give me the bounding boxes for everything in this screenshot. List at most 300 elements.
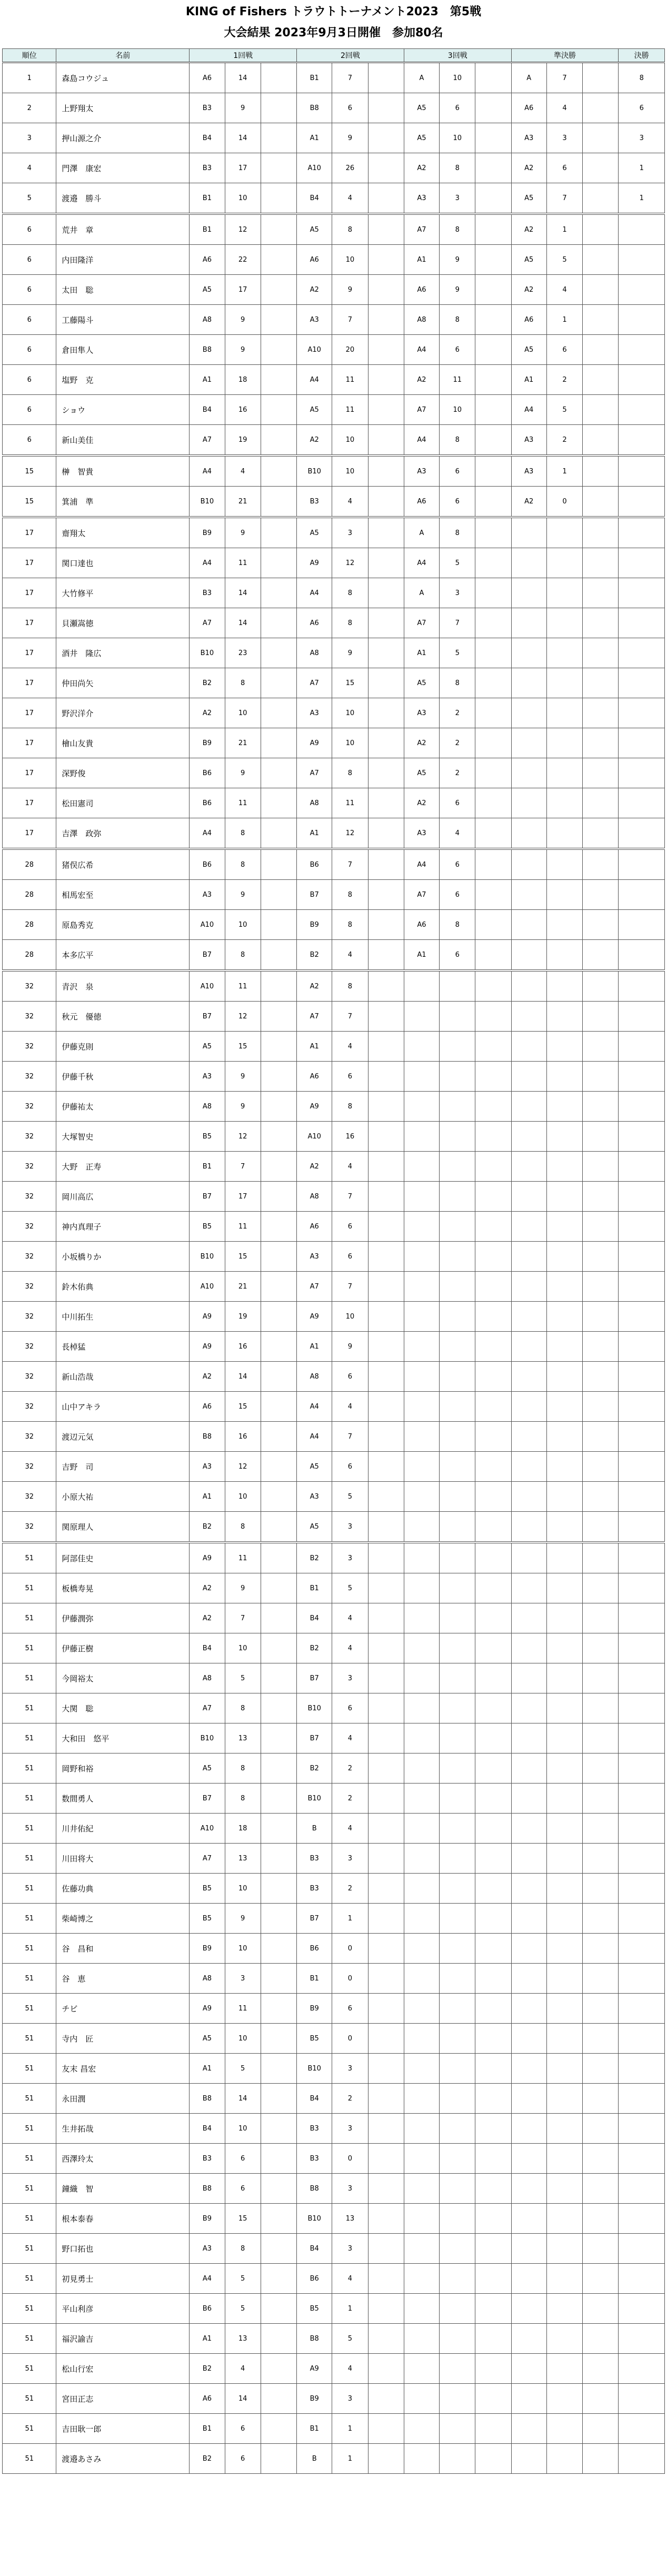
- rank-cell: 6: [3, 365, 56, 395]
- semifinal-count-cell: [546, 1152, 582, 1182]
- round2-spare-cell: [368, 214, 404, 245]
- round1-spare-cell: [261, 2174, 296, 2204]
- round3-count-cell: 6: [440, 849, 475, 880]
- round2-block-cell: B2: [297, 1633, 332, 1663]
- round1-count-cell: 11: [225, 970, 261, 1002]
- table-row: [3, 2294, 665, 2324]
- round1-count-cell: 18: [225, 365, 261, 395]
- round3-count-cell: [440, 1062, 475, 1092]
- semifinal-count-cell: 5: [546, 395, 582, 425]
- round1-spare-cell: [261, 275, 296, 305]
- round3-spare-cell: [475, 1542, 511, 1573]
- round2-spare-cell: [368, 1242, 404, 1272]
- round3-block-cell: A3: [404, 183, 439, 214]
- round2-block-cell: A8: [297, 1362, 332, 1392]
- semifinal-block-cell: [511, 2324, 546, 2354]
- rank-cell: 6: [3, 425, 56, 456]
- round1-spare-cell: [261, 153, 296, 183]
- round3-count-cell: 3: [440, 183, 475, 214]
- round2-block-cell: B3: [297, 1844, 332, 1874]
- round3-spare-cell: [475, 1814, 511, 1844]
- final-count-cell: [619, 1212, 665, 1242]
- table-row: [3, 245, 665, 275]
- semifinal-spare-cell: [583, 1242, 619, 1272]
- semifinal-block-cell: [511, 1904, 546, 1934]
- round1-count-cell: 10: [225, 2114, 261, 2144]
- semifinal-spare-cell: [583, 1934, 619, 1964]
- semifinal-spare-cell: [583, 1784, 619, 1814]
- round3-count-cell: 2: [440, 728, 475, 758]
- final-count-cell: [619, 2414, 665, 2444]
- round2-count-cell: 8: [332, 578, 368, 608]
- round3-count-cell: 7: [440, 608, 475, 638]
- round3-count-cell: [440, 2204, 475, 2234]
- rank-cell: 32: [3, 1002, 56, 1032]
- semifinal-count-cell: [546, 1573, 582, 1603]
- round1-block-cell: A1: [190, 365, 225, 395]
- table-row: [3, 638, 665, 668]
- round1-count-cell: 18: [225, 1814, 261, 1844]
- round3-spare-cell: [475, 1934, 511, 1964]
- round1-count-cell: 8: [225, 1753, 261, 1784]
- name-cell: 佐藤功典: [56, 1874, 190, 1904]
- round2-spare-cell: [368, 2024, 404, 2054]
- round2-count-cell: 6: [332, 1693, 368, 1723]
- table-row: [3, 2354, 665, 2384]
- round2-block-cell: B3: [297, 1874, 332, 1904]
- round3-block-cell: [404, 1362, 439, 1392]
- name-cell: 吉澤 政弥: [56, 818, 190, 849]
- round2-spare-cell: [368, 183, 404, 214]
- name-cell: チビ: [56, 1994, 190, 2024]
- round2-count-cell: 20: [332, 335, 368, 365]
- round2-block-cell: A7: [297, 668, 332, 698]
- semifinal-block-cell: [511, 1603, 546, 1633]
- semifinal-spare-cell: [583, 698, 619, 728]
- name-cell: 秋元 優徳: [56, 1002, 190, 1032]
- final-count-cell: [619, 668, 665, 698]
- round2-spare-cell: [368, 2114, 404, 2144]
- round3-block-cell: [404, 1784, 439, 1814]
- round1-spare-cell: [261, 1452, 296, 1482]
- round2-count-cell: 8: [332, 880, 368, 910]
- round1-count-cell: 5: [225, 2294, 261, 2324]
- round2-count-cell: 5: [332, 1573, 368, 1603]
- round2-spare-cell: [368, 1964, 404, 1994]
- name-cell: 新山美佳: [56, 425, 190, 456]
- semifinal-spare-cell: [583, 1302, 619, 1332]
- round3-spare-cell: [475, 578, 511, 608]
- header-final: 決勝: [619, 49, 665, 63]
- semifinal-block-cell: [511, 2264, 546, 2294]
- round1-block-cell: A8: [190, 305, 225, 335]
- table-row: [3, 2054, 665, 2084]
- round1-count-cell: 9: [225, 758, 261, 788]
- round2-count-cell: 7: [332, 1272, 368, 1302]
- round2-count-cell: 4: [332, 1603, 368, 1633]
- round3-block-cell: [404, 1332, 439, 1362]
- round3-count-cell: [440, 1603, 475, 1633]
- round3-spare-cell: [475, 788, 511, 818]
- round1-spare-cell: [261, 578, 296, 608]
- round2-block-cell: A9: [297, 548, 332, 578]
- round1-spare-cell: [261, 1332, 296, 1362]
- semifinal-spare-cell: [583, 1603, 619, 1633]
- round2-spare-cell: [368, 1874, 404, 1904]
- semifinal-block-cell: [511, 1152, 546, 1182]
- rank-cell: 17: [3, 517, 56, 548]
- table-row: [3, 698, 665, 728]
- semifinal-block-cell: [511, 1693, 546, 1723]
- final-count-cell: 1: [619, 183, 665, 214]
- round3-spare-cell: [475, 1272, 511, 1302]
- semifinal-spare-cell: [583, 1663, 619, 1693]
- round1-block-cell: B6: [190, 849, 225, 880]
- name-cell: 鐘織 智: [56, 2174, 190, 2204]
- round2-block-cell: B9: [297, 1994, 332, 2024]
- name-cell: 荒井 章: [56, 214, 190, 245]
- round3-count-cell: [440, 1904, 475, 1934]
- round3-spare-cell: [475, 1182, 511, 1212]
- round3-block-cell: [404, 1212, 439, 1242]
- semifinal-count-cell: [546, 2054, 582, 2084]
- rank-cell: 51: [3, 2174, 56, 2204]
- round1-spare-cell: [261, 365, 296, 395]
- round3-count-cell: [440, 1753, 475, 1784]
- round2-spare-cell: [368, 2444, 404, 2474]
- round3-count-cell: 10: [440, 123, 475, 153]
- table-row: [3, 1844, 665, 1874]
- round3-spare-cell: [475, 2144, 511, 2174]
- name-cell: 長棹猛: [56, 1332, 190, 1362]
- round3-count-cell: [440, 1784, 475, 1814]
- round2-count-cell: 10: [332, 455, 368, 487]
- round1-count-cell: 11: [225, 1994, 261, 2024]
- round1-count-cell: 13: [225, 2324, 261, 2354]
- final-count-cell: [619, 1573, 665, 1603]
- round2-block-cell: A1: [297, 1332, 332, 1362]
- round3-spare-cell: [475, 245, 511, 275]
- round3-block-cell: [404, 2174, 439, 2204]
- round1-spare-cell: [261, 335, 296, 365]
- table-row: [3, 1002, 665, 1032]
- semifinal-block-cell: A6: [511, 93, 546, 123]
- semifinal-count-cell: 1: [546, 305, 582, 335]
- final-count-cell: [619, 1844, 665, 1874]
- round2-block-cell: B10: [297, 2204, 332, 2234]
- round1-count-cell: 14: [225, 2084, 261, 2114]
- final-count-cell: [619, 1362, 665, 1392]
- semifinal-spare-cell: [583, 1062, 619, 1092]
- round1-spare-cell: [261, 123, 296, 153]
- semifinal-spare-cell: [583, 1874, 619, 1904]
- rank-cell: 17: [3, 758, 56, 788]
- results-body: [3, 63, 665, 2474]
- round2-count-cell: 3: [332, 517, 368, 548]
- round1-count-cell: 15: [225, 1032, 261, 1062]
- round3-spare-cell: [475, 335, 511, 365]
- table-row: [3, 2204, 665, 2234]
- round3-count-cell: [440, 2054, 475, 2084]
- semifinal-block-cell: [511, 1272, 546, 1302]
- semifinal-spare-cell: [583, 1092, 619, 1122]
- round3-spare-cell: [475, 1452, 511, 1482]
- semifinal-count-cell: [546, 1542, 582, 1573]
- semifinal-block-cell: [511, 2024, 546, 2054]
- semifinal-spare-cell: [583, 788, 619, 818]
- round2-block-cell: A7: [297, 1002, 332, 1032]
- semifinal-block-cell: [511, 880, 546, 910]
- round3-spare-cell: [475, 93, 511, 123]
- round3-spare-cell: [475, 1573, 511, 1603]
- round1-count-cell: 14: [225, 63, 261, 93]
- final-count-cell: [619, 2354, 665, 2384]
- round3-count-cell: 6: [440, 940, 475, 971]
- table-row: [3, 1212, 665, 1242]
- semifinal-count-cell: [546, 1182, 582, 1212]
- semifinal-block-cell: A1: [511, 365, 546, 395]
- round2-spare-cell: [368, 880, 404, 910]
- semifinal-spare-cell: [583, 214, 619, 245]
- final-count-cell: [619, 1814, 665, 1844]
- rank-cell: 17: [3, 668, 56, 698]
- round2-count-cell: 7: [332, 1002, 368, 1032]
- final-count-cell: [619, 910, 665, 940]
- round3-count-cell: [440, 2324, 475, 2354]
- round1-block-cell: A9: [190, 1332, 225, 1362]
- table-row: [3, 1542, 665, 1573]
- final-count-cell: [619, 1302, 665, 1332]
- semifinal-block-cell: [511, 1542, 546, 1573]
- round1-spare-cell: [261, 788, 296, 818]
- semifinal-block-cell: [511, 1994, 546, 2024]
- semifinal-block-cell: [511, 1062, 546, 1092]
- round1-count-cell: 17: [225, 275, 261, 305]
- round3-count-cell: 4: [440, 818, 475, 849]
- table-row: [3, 818, 665, 849]
- round3-block-cell: [404, 1302, 439, 1332]
- round2-count-cell: 10: [332, 698, 368, 728]
- round2-spare-cell: [368, 455, 404, 487]
- name-cell: 関口達也: [56, 548, 190, 578]
- round3-count-cell: 8: [440, 305, 475, 335]
- round1-spare-cell: [261, 880, 296, 910]
- round3-block-cell: A4: [404, 548, 439, 578]
- name-cell: 数間勇人: [56, 1784, 190, 1814]
- round1-count-cell: 10: [225, 1482, 261, 1512]
- round1-spare-cell: [261, 487, 296, 518]
- round1-spare-cell: [261, 517, 296, 548]
- name-cell: 岡野和裕: [56, 1753, 190, 1784]
- header-semifinal: 準決勝: [511, 49, 619, 63]
- round1-block-cell: A10: [190, 970, 225, 1002]
- round3-block-cell: A7: [404, 214, 439, 245]
- table-row: [3, 425, 665, 456]
- round2-count-cell: 1: [332, 2414, 368, 2444]
- round1-count-cell: 9: [225, 1904, 261, 1934]
- round1-count-cell: 15: [225, 1242, 261, 1272]
- rank-cell: 32: [3, 970, 56, 1002]
- rank-cell: 51: [3, 2414, 56, 2444]
- semifinal-count-cell: 0: [546, 487, 582, 518]
- semifinal-count-cell: 7: [546, 183, 582, 214]
- round2-block-cell: A9: [297, 728, 332, 758]
- semifinal-count-cell: [546, 698, 582, 728]
- semifinal-spare-cell: [583, 2174, 619, 2204]
- name-cell: 板橋寿晃: [56, 1573, 190, 1603]
- round3-spare-cell: [475, 2324, 511, 2354]
- round3-block-cell: A3: [404, 698, 439, 728]
- round3-block-cell: A: [404, 578, 439, 608]
- round3-spare-cell: [475, 2024, 511, 2054]
- semifinal-count-cell: [546, 1874, 582, 1904]
- final-count-cell: [619, 305, 665, 335]
- round1-block-cell: B1: [190, 183, 225, 214]
- semifinal-count-cell: 1: [546, 214, 582, 245]
- semifinal-count-cell: [546, 1332, 582, 1362]
- round3-count-cell: 8: [440, 214, 475, 245]
- round3-block-cell: [404, 2444, 439, 2474]
- semifinal-count-cell: [546, 1784, 582, 1814]
- final-count-cell: 1: [619, 153, 665, 183]
- round3-block-cell: A5: [404, 93, 439, 123]
- round2-spare-cell: [368, 1272, 404, 1302]
- semifinal-count-cell: [546, 788, 582, 818]
- round3-block-cell: [404, 1422, 439, 1452]
- semifinal-count-cell: [546, 517, 582, 548]
- round2-spare-cell: [368, 1002, 404, 1032]
- semifinal-block-cell: [511, 1784, 546, 1814]
- round2-count-cell: 2: [332, 1784, 368, 1814]
- final-count-cell: [619, 940, 665, 971]
- round2-count-cell: 3: [332, 2234, 368, 2264]
- semifinal-block-cell: A2: [511, 487, 546, 518]
- semifinal-count-cell: 1: [546, 455, 582, 487]
- round2-count-cell: 4: [332, 1723, 368, 1753]
- round1-count-cell: 9: [225, 517, 261, 548]
- rank-cell: 6: [3, 245, 56, 275]
- semifinal-block-cell: [511, 2354, 546, 2384]
- round2-spare-cell: [368, 1092, 404, 1122]
- name-cell: 押山源之介: [56, 123, 190, 153]
- semifinal-block-cell: [511, 2174, 546, 2204]
- round1-block-cell: A1: [190, 2324, 225, 2354]
- semifinal-spare-cell: [583, 2084, 619, 2114]
- round3-block-cell: A7: [404, 880, 439, 910]
- round3-spare-cell: [475, 1482, 511, 1512]
- semifinal-count-cell: [546, 2234, 582, 2264]
- semifinal-spare-cell: [583, 2264, 619, 2294]
- semifinal-spare-cell: [583, 305, 619, 335]
- semifinal-block-cell: [511, 578, 546, 608]
- round3-count-cell: [440, 2414, 475, 2444]
- semifinal-count-cell: [546, 970, 582, 1002]
- final-count-cell: [619, 1994, 665, 2024]
- round3-count-cell: [440, 2384, 475, 2414]
- round1-count-cell: 5: [225, 1663, 261, 1693]
- round3-spare-cell: [475, 2294, 511, 2324]
- round3-block-cell: [404, 1693, 439, 1723]
- round3-count-cell: 5: [440, 548, 475, 578]
- round3-spare-cell: [475, 183, 511, 214]
- semifinal-count-cell: [546, 849, 582, 880]
- rank-cell: 51: [3, 1573, 56, 1603]
- round1-count-cell: 8: [225, 1693, 261, 1723]
- semifinal-count-cell: [546, 1392, 582, 1422]
- round1-count-cell: 21: [225, 487, 261, 518]
- round3-count-cell: [440, 1362, 475, 1392]
- semifinal-block-cell: [511, 2084, 546, 2114]
- round2-block-cell: A4: [297, 1422, 332, 1452]
- round3-block-cell: A7: [404, 608, 439, 638]
- name-cell: 榊 智貴: [56, 455, 190, 487]
- semifinal-spare-cell: [583, 2204, 619, 2234]
- round1-spare-cell: [261, 1723, 296, 1753]
- round2-count-cell: 3: [332, 1542, 368, 1573]
- table-row: [3, 1452, 665, 1482]
- round2-spare-cell: [368, 1904, 404, 1934]
- round1-spare-cell: [261, 1062, 296, 1092]
- table-row: [3, 1332, 665, 1362]
- round1-spare-cell: [261, 93, 296, 123]
- final-count-cell: [619, 455, 665, 487]
- round1-count-cell: 23: [225, 638, 261, 668]
- round1-block-cell: A5: [190, 2024, 225, 2054]
- table-row: [3, 608, 665, 638]
- round1-block-cell: A2: [190, 698, 225, 728]
- semifinal-count-cell: [546, 880, 582, 910]
- round2-count-cell: 7: [332, 305, 368, 335]
- semifinal-count-cell: [546, 1723, 582, 1753]
- round2-block-cell: B: [297, 2444, 332, 2474]
- round3-spare-cell: [475, 1994, 511, 2024]
- round3-count-cell: [440, 1212, 475, 1242]
- round3-count-cell: [440, 1964, 475, 1994]
- round1-spare-cell: [261, 2054, 296, 2084]
- round1-block-cell: B9: [190, 517, 225, 548]
- round2-count-cell: 4: [332, 487, 368, 518]
- semifinal-count-cell: [546, 638, 582, 668]
- name-cell: 伊藤正樹: [56, 1633, 190, 1663]
- semifinal-spare-cell: [583, 2414, 619, 2444]
- final-count-cell: [619, 880, 665, 910]
- table-row: [3, 1994, 665, 2024]
- semifinal-count-cell: [546, 1693, 582, 1723]
- table-row: [3, 1062, 665, 1092]
- semifinal-block-cell: [511, 1002, 546, 1032]
- rank-cell: 28: [3, 910, 56, 940]
- semifinal-count-cell: [546, 1212, 582, 1242]
- round2-block-cell: B3: [297, 487, 332, 518]
- rank-cell: 51: [3, 1844, 56, 1874]
- round3-block-cell: [404, 2264, 439, 2294]
- round1-count-cell: 13: [225, 1844, 261, 1874]
- round2-count-cell: 4: [332, 1152, 368, 1182]
- rank-cell: 51: [3, 1753, 56, 1784]
- round1-spare-cell: [261, 2414, 296, 2444]
- round3-spare-cell: [475, 1092, 511, 1122]
- round1-spare-cell: [261, 1512, 296, 1543]
- round3-count-cell: 2: [440, 758, 475, 788]
- round1-block-cell: B5: [190, 1874, 225, 1904]
- round1-block-cell: B8: [190, 2084, 225, 2114]
- rank-cell: 15: [3, 455, 56, 487]
- semifinal-block-cell: A6: [511, 305, 546, 335]
- rank-cell: 32: [3, 1032, 56, 1062]
- semifinal-block-cell: [511, 2054, 546, 2084]
- round1-block-cell: A6: [190, 2384, 225, 2414]
- round2-block-cell: B8: [297, 2324, 332, 2354]
